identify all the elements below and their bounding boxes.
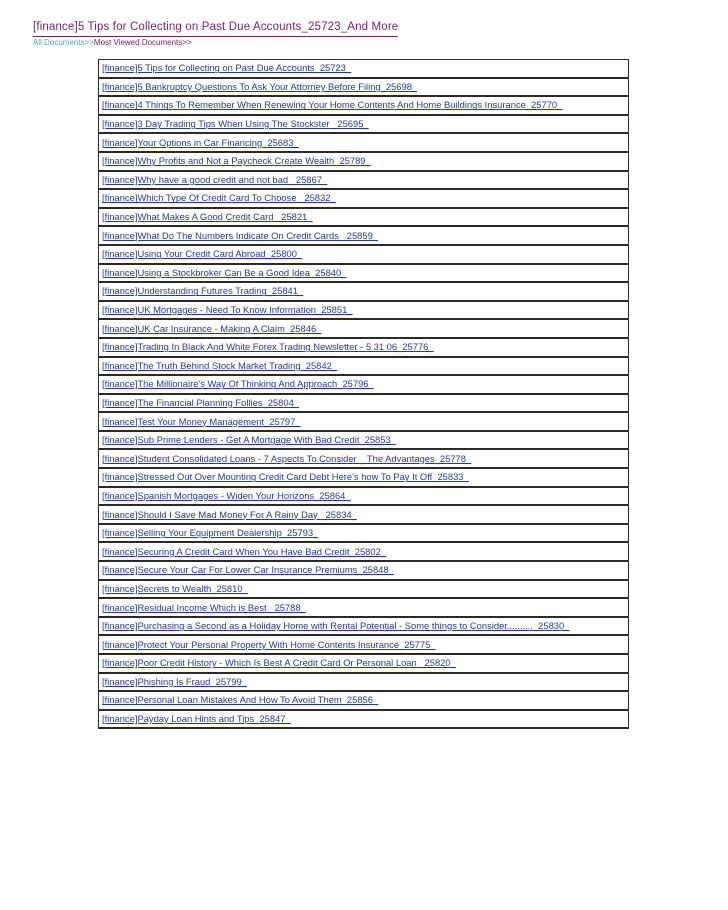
document-link[interactable]: [finance]Why Profits and Not a Paycheck Create Wealth_25789_	[102, 155, 371, 167]
document-cell	[99, 78, 629, 97]
document-cell	[99, 282, 629, 301]
document-cell	[99, 691, 629, 710]
document-link[interactable]: [finance]Trading In Black And White Forex Trading Newsletter - 5 31 06_25776_	[102, 341, 434, 353]
document-link[interactable]: [finance]Spanish Mortgages - Widen Your Horizons_25864_	[102, 489, 351, 501]
table-row	[99, 319, 629, 338]
table-row	[99, 152, 629, 171]
document-cell	[99, 449, 629, 468]
document-link[interactable]: [finance]Purchasing a Second as a Holiday Home with Rental Potential - Some things to Consider.........._25830_	[102, 620, 570, 632]
document-link[interactable]: [finance]Why have a good credit and not bad _25867_	[102, 173, 328, 185]
document-link[interactable]: [finance]Student Consolidated Loans - 7 Aspects To Consider _ The Advantages_25778_	[102, 452, 472, 464]
table-row	[99, 208, 629, 227]
document-link[interactable]: [finance]3 Day Trading Tips When Using The Stockster _25695_	[102, 118, 369, 130]
table-row	[99, 226, 629, 245]
document-cell	[99, 487, 629, 506]
breadcrumb-trailing-separator: >>	[182, 38, 192, 47]
document-cell	[99, 264, 629, 283]
document-link[interactable]: [finance]Should I Save Mad Money For A Rainy Day _25834_	[102, 508, 357, 520]
table-row	[99, 561, 629, 580]
table-row	[99, 431, 629, 450]
table-row	[99, 301, 629, 320]
document-cell	[99, 301, 629, 320]
document-cell	[99, 710, 629, 729]
document-link[interactable]: [finance]Residual Income Which is Best _25788_	[102, 601, 306, 613]
table-row	[99, 338, 629, 357]
table-row	[99, 245, 629, 264]
document-cell	[99, 133, 629, 152]
document-cell	[99, 245, 629, 264]
document-cell	[99, 635, 629, 654]
table-row	[99, 673, 629, 692]
document-link[interactable]: [finance]The Millionaire's Way Of Thinking And Approach_25796_	[102, 378, 374, 390]
table-row	[99, 487, 629, 506]
table-row	[99, 394, 629, 413]
document-link[interactable]: [finance]Understanding Futures Trading_25841_	[102, 285, 304, 297]
document-cell	[99, 431, 629, 450]
table-row	[99, 60, 629, 78]
table-row	[99, 598, 629, 617]
breadcrumb-separator: >>	[84, 38, 94, 47]
table-row	[99, 357, 629, 376]
table-row	[99, 654, 629, 673]
table-row	[99, 78, 629, 97]
table-row	[99, 282, 629, 301]
document-link[interactable]: [finance]Securing A Credit Card When You Have Bad Credit_25802_	[102, 545, 387, 557]
document-cell	[99, 617, 629, 636]
document-link[interactable]: [finance]The Truth Behind Stock Market Trading_25842_	[102, 359, 338, 371]
document-link[interactable]: [finance]Stressed Out Over Mounting Credit Card Debt Here's how To Pay It Off_25833_	[102, 471, 469, 483]
table-row	[99, 96, 629, 115]
document-link[interactable]: [finance]UK Mortgages - Need To Know Information_25851_	[102, 304, 353, 316]
document-link[interactable]: [finance]4 Things To Remember When Renewing Your Home Contents And Home Buildings Insurance_25770_	[102, 99, 563, 111]
document-link[interactable]: [finance]Poor Credit History - Which Is Best A Credit Card Or Personal Loan _25820_	[102, 657, 456, 669]
document-link[interactable]: [finance]Which Type Of Credit Card To Choose _25832_	[102, 192, 336, 204]
document-cell	[99, 468, 629, 487]
document-cell	[99, 60, 629, 78]
document-link[interactable]: [finance]What Do The Numbers Indicate On Credit Cards _25859_	[102, 229, 379, 241]
document-cell	[99, 394, 629, 413]
document-list-body	[99, 60, 629, 729]
document-cell	[99, 598, 629, 617]
document-link[interactable]: [finance]What Makes A Good Credit Card _25821_	[102, 211, 313, 223]
document-link[interactable]: [finance]Selling Your Equipment Dealership_25793_	[102, 527, 319, 539]
document-cell	[99, 319, 629, 338]
document-link[interactable]: [finance]Payday Loan Hints and Tips_25847_	[102, 713, 291, 725]
document-cell	[99, 654, 629, 673]
table-row	[99, 710, 629, 729]
document-cell	[99, 580, 629, 599]
table-row	[99, 524, 629, 543]
document-link[interactable]: [finance]5 Tips for Collecting on Past Due Accounts_25723_	[102, 62, 352, 74]
table-row	[99, 171, 629, 190]
document-list-table	[98, 59, 629, 729]
document-link[interactable]: [finance]5 Bankruptcy Questions To Ask Your Attorney Before Filing_25698_	[102, 80, 418, 92]
document-cell	[99, 542, 629, 561]
document-cell	[99, 96, 629, 115]
table-row	[99, 468, 629, 487]
document-link[interactable]: [finance]Personal Loan Mistakes And How To Avoid Them_25856_	[102, 694, 379, 706]
document-cell	[99, 357, 629, 376]
document-cell	[99, 189, 629, 208]
document-link[interactable]: [finance]UK Car Insurance - Making A Claim_25846_	[102, 322, 322, 334]
document-cell	[99, 152, 629, 171]
table-row	[99, 264, 629, 283]
document-cell	[99, 226, 629, 245]
document-cell	[99, 115, 629, 134]
document-cell	[99, 561, 629, 580]
document-link[interactable]: [finance]The Financial Planning Follies_25804_	[102, 396, 300, 408]
document-link[interactable]: [finance]Using Your Credit Card Abroad_25800_	[102, 248, 303, 260]
document-link[interactable]: [finance]Secrets to Wealth_25810_	[102, 582, 248, 594]
document-link[interactable]: [finance]Protect Your Personal Property With Home Contents Insurance_25775_	[102, 638, 436, 650]
document-cell	[99, 338, 629, 357]
document-link[interactable]: [finance]Phishing Is Fraud_25799_	[102, 675, 247, 687]
document-cell	[99, 524, 629, 543]
document-link[interactable]: [finance]Test Your Money Management_25797_	[102, 415, 301, 427]
table-row	[99, 580, 629, 599]
document-cell	[99, 208, 629, 227]
document-link[interactable]: [finance]Your Options in Car Financing_25683_	[102, 136, 299, 148]
page-title: [finance]5 Tips for Collecting on Past Due Accounts_25723_And More	[33, 20, 398, 37]
document-cell	[99, 505, 629, 524]
table-row	[99, 115, 629, 134]
document-cell	[99, 375, 629, 394]
table-row	[99, 691, 629, 710]
table-row	[99, 542, 629, 561]
document-cell	[99, 412, 629, 431]
document-cell	[99, 171, 629, 190]
table-row	[99, 635, 629, 654]
table-row	[99, 133, 629, 152]
document-link[interactable]: [finance]Secure Your Car For Lower Car Insurance Premiums_25848_	[102, 564, 394, 576]
breadcrumb-all-documents-link[interactable]: All Documents	[33, 38, 85, 47]
table-row	[99, 189, 629, 208]
table-row	[99, 412, 629, 431]
table-row	[99, 617, 629, 636]
document-link[interactable]: [finance]Sub Prime Lenders - Get A Mortgage With Bad Credit_25853_	[102, 434, 396, 446]
breadcrumb-most-viewed-link[interactable]: Most Viewed Documents	[93, 38, 183, 47]
table-row	[99, 505, 629, 524]
table-row	[99, 375, 629, 394]
table-row	[99, 449, 629, 468]
breadcrumb	[33, 38, 192, 48]
document-cell	[99, 673, 629, 692]
document-link[interactable]: [finance]Using a Stockbroker Can Be a Good Idea_25840_	[102, 266, 347, 278]
